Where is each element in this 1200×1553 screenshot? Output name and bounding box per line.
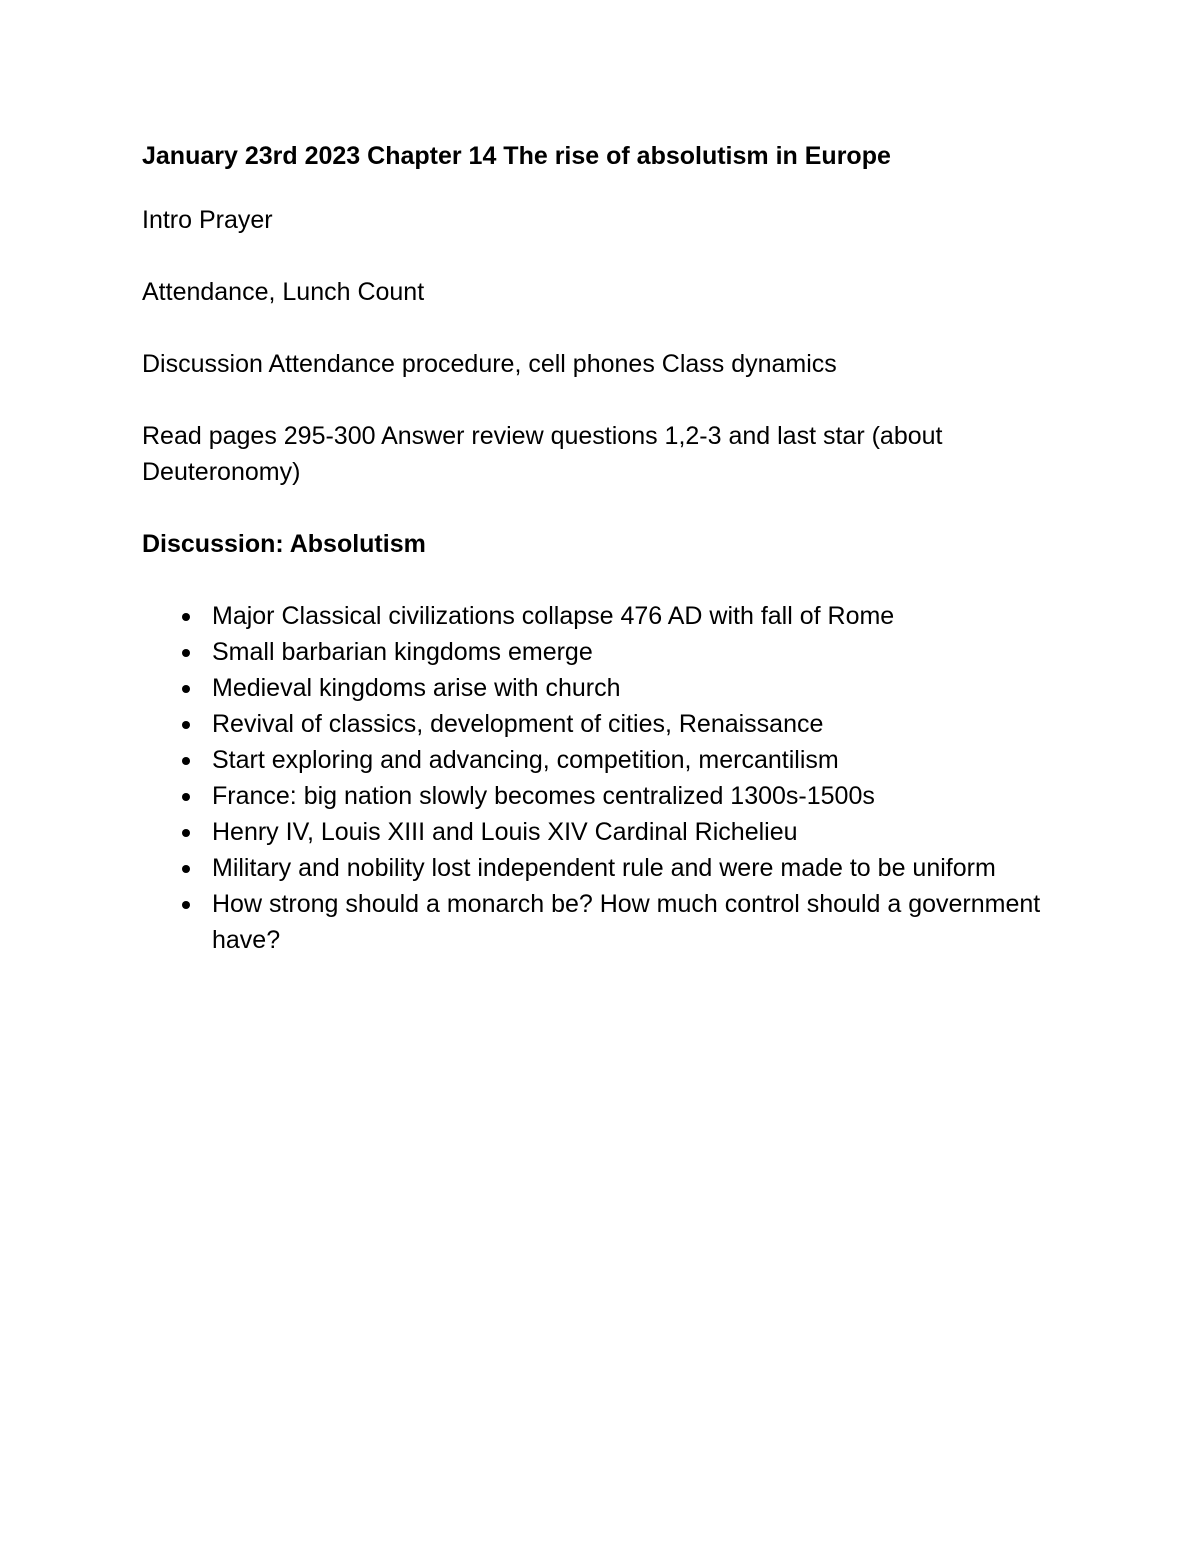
bullet-icon xyxy=(182,757,190,765)
bullet-icon xyxy=(182,793,190,801)
bullet-icon xyxy=(182,721,190,729)
list-item xyxy=(142,850,1042,886)
list-item xyxy=(142,886,1042,958)
bullet-icon xyxy=(182,865,190,873)
list-item-text: Military and nobility lost independent rule and were made to be uniform xyxy=(212,854,996,882)
bullet-icon xyxy=(182,649,190,657)
list-item-text: How strong should a monarch be? How much control should a government have? xyxy=(212,890,1041,954)
list-item-text: Medieval kingdoms arise with church xyxy=(212,674,621,702)
bullet-icon xyxy=(182,685,190,693)
list-item xyxy=(142,598,1042,634)
section-heading: Discussion: Absolutism xyxy=(142,530,426,558)
paragraph-intro-prayer: Intro Prayer xyxy=(142,206,273,234)
bullet-list xyxy=(142,598,1042,958)
document-title: January 23rd 2023 Chapter 14 The rise of absolutism in Europe xyxy=(142,142,891,170)
list-item-text: Henry IV, Louis XIII and Louis XIV Cardinal Richelieu xyxy=(212,818,798,846)
list-item-text: France: big nation slowly becomes centralized 1300s-1500s xyxy=(212,782,875,810)
list-item-text: Major Classical civilizations collapse 476 AD with fall of Rome xyxy=(212,602,895,630)
bullet-icon xyxy=(182,613,190,621)
list-item xyxy=(142,706,1042,742)
paragraph-reading-assignment: Read pages 295-300 Answer review questions 1,2-3 and last star (about Deuteronomy) xyxy=(142,422,943,486)
list-item xyxy=(142,778,1042,814)
list-item-text: Start exploring and advancing, competition, mercantilism xyxy=(212,746,839,774)
list-item xyxy=(142,634,1042,670)
bullet-icon xyxy=(182,829,190,837)
bullet-icon xyxy=(182,901,190,909)
list-item xyxy=(142,742,1042,778)
list-item-text: Small barbarian kingdoms emerge xyxy=(212,638,593,666)
document-body xyxy=(142,138,1042,958)
paragraph-attendance: Attendance, Lunch Count xyxy=(142,278,425,306)
list-item xyxy=(142,670,1042,706)
list-item xyxy=(142,814,1042,850)
paragraph-discussion: Discussion Attendance procedure, cell phones Class dynamics xyxy=(142,350,837,378)
list-item-text: Revival of classics, development of cities, Renaissance xyxy=(212,710,824,738)
